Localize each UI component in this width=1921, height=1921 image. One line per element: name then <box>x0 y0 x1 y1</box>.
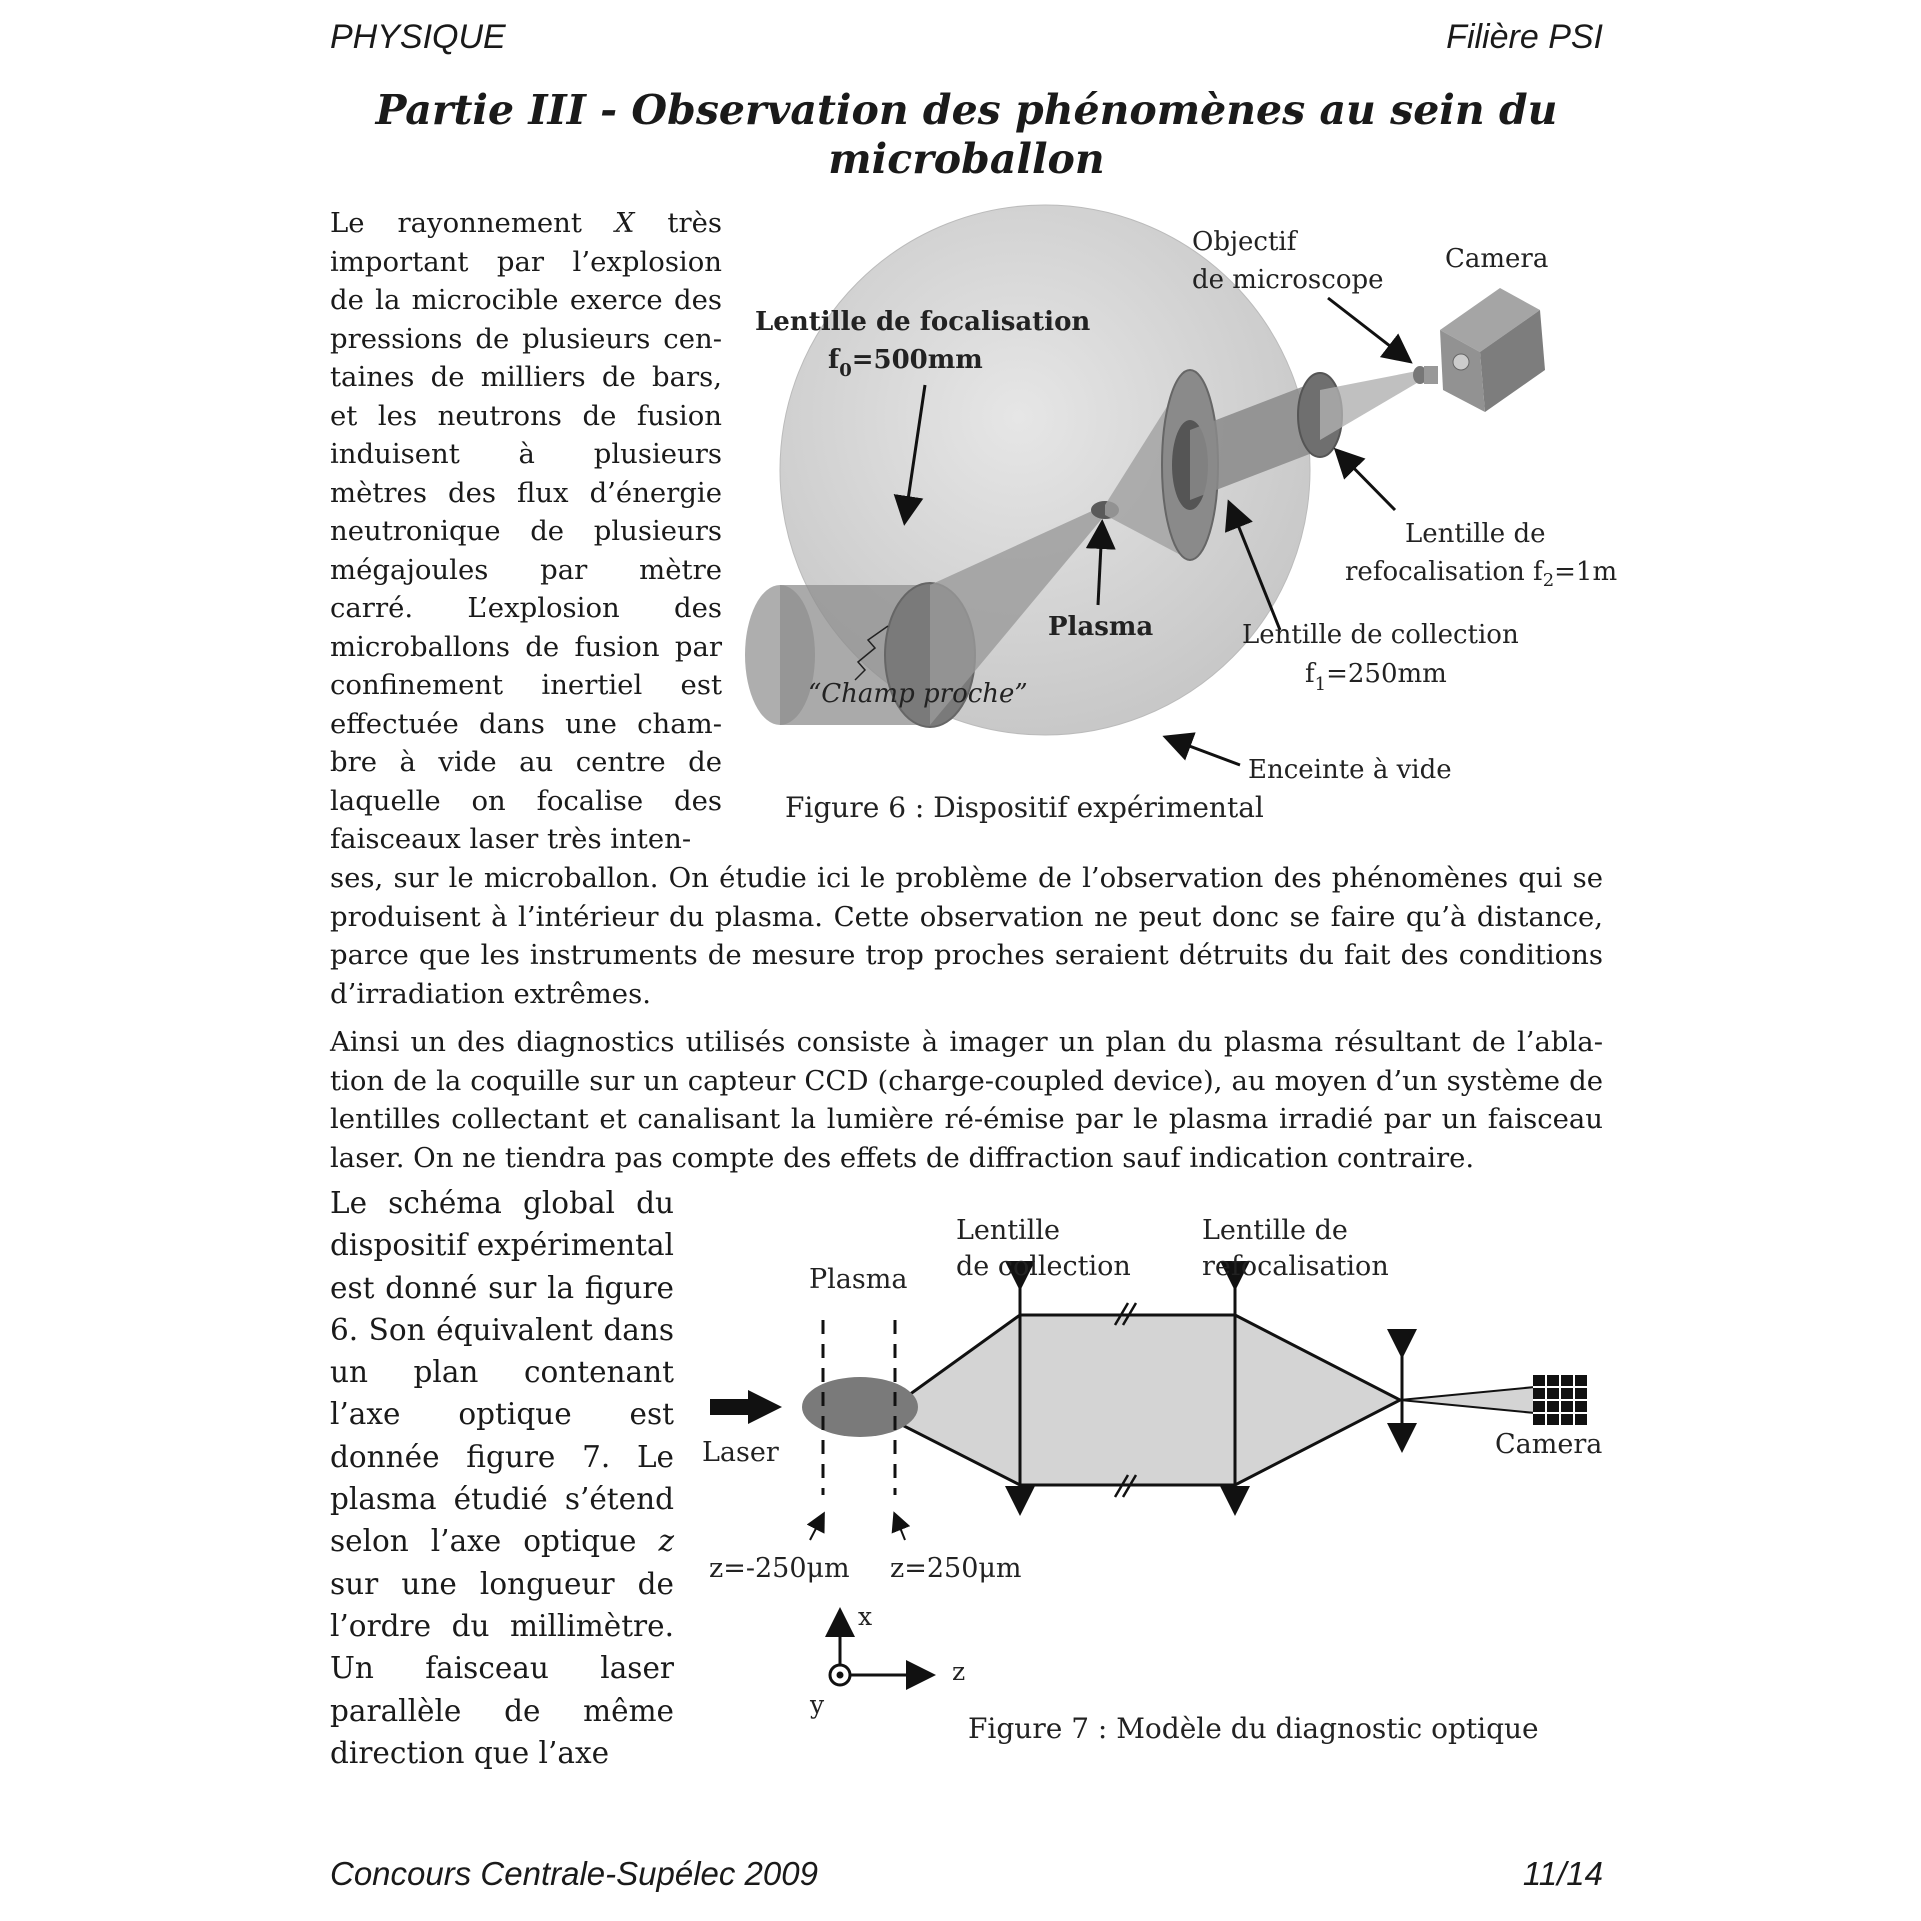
arrow-enceinte <box>1168 738 1240 765</box>
label-collection-f1 <box>1305 659 1447 695</box>
header-track: Filière PSI <box>1446 18 1603 56</box>
figure-7 <box>690 1185 1610 1755</box>
pointer-z-neg <box>810 1515 823 1540</box>
f2-value: =1m <box>1554 557 1618 587</box>
label-objectif-1: Objectif <box>1192 227 1297 257</box>
f0-letter: f <box>828 345 840 375</box>
microscope-objective <box>1413 366 1438 384</box>
light-cone-camera <box>1400 1387 1535 1413</box>
figure-6 <box>740 200 1618 824</box>
header-subject: PHYSIQUE <box>330 18 506 56</box>
label-refoc-2 <box>1345 557 1617 591</box>
label-camera: Camera <box>1495 1429 1603 1460</box>
label-collection-1: Lentille <box>956 1215 1061 1246</box>
laser-arrow <box>710 1390 782 1424</box>
footer-page-number: 11/14 <box>1522 1855 1603 1892</box>
pointer-z-pos <box>895 1515 905 1540</box>
beam-to-camera <box>1320 370 1422 440</box>
f2-text: refocalisation f <box>1345 557 1543 587</box>
camera-box <box>1440 288 1545 412</box>
footer-exam: Concours Centrale-Supélec 2009 <box>330 1855 818 1892</box>
axes-triad <box>830 1613 930 1685</box>
figure-6-caption: Figure 6 : Dispositif expérimental <box>785 791 1264 824</box>
label-z-neg: z=-250μm <box>709 1553 850 1584</box>
axis-label-x: x <box>858 1602 873 1631</box>
intro-paragraph-continued: ses, sur le microballon. On étudie ici le problème de l’observation des phénomènes qui se produisent à l’intérieur du plasma. Cette observation ne peut donc se faire qu’à distance, parce que les instruments de mesure trop proches seraient détruits du fait des conditions d’irradiation extrêmes. <box>330 862 1603 1010</box>
arrow-refocalisation <box>1338 452 1395 510</box>
label-laser: Laser <box>702 1437 779 1468</box>
figure-7-caption: Figure 7 : Modèle du diagnostic optique <box>968 1712 1539 1745</box>
diagnostic-paragraph: Ainsi un des diagnostics utilisés consiste à imager un plan du plasma résultant de l’ablation de la coquille sur un capteur CCD (charge-coupled device), au moyen d’un système de lentilles collectant et canalisant la lumière ré-émise par le plasma irradié par un faisceau laser. On ne tiendra pas compte des effets de diffraction sauf indication contraire. <box>330 1026 1603 1174</box>
intro-paragraph-column <box>330 204 722 859</box>
f1-sub: 1 <box>1314 674 1327 695</box>
intro-text-b: très important par l’explosion de la microcible exerce des pressions de plusieurs centaines de milliers de bars, et les neutrons de fusion induisent à plusieurs mètres des flux d’énergie neutronique de plusieurs mégajoules par mètre carré. L’explosion des microballons de fusion par confinement inertiel est effectuée dans une chambre à vide au centre de laquelle on focalise des faisceaux laser très inten- <box>330 207 723 855</box>
label-refoc-1: Lentille de <box>1202 1215 1348 1246</box>
page-title <box>330 86 1603 184</box>
f1-value: =250mm <box>1326 659 1447 689</box>
f2-sub: 2 <box>1542 570 1555 591</box>
schema-text-a: Le schéma global du dispositif expérimental est donné sur la figure 6. Son équivalent dans un plan contenant l’axe optique est donnée figure 7. Le plasma étudié s’étend selon l’axe optique <box>330 1186 674 1559</box>
label-plasma: Plasma <box>809 1264 908 1295</box>
label-objectif-2: de microscope <box>1192 265 1384 295</box>
axis-label-y: y <box>810 1690 825 1719</box>
label-near-field: “Champ proche” <box>808 679 1028 709</box>
title-line-1: Partie III - Observation des phénomènes au sein du <box>375 86 1558 134</box>
schema-text-b: sur une longueur de l’ordre du millimètre. Un faisceau laser parallèle de même direction que l’axe <box>330 1566 674 1770</box>
label-z-pos: z=250μm <box>890 1553 1022 1584</box>
var-x: X <box>614 207 635 239</box>
label-enceinte: Enceinte à vide <box>1248 755 1452 785</box>
camera-sensor-grid <box>1533 1375 1587 1425</box>
title-line-2: microballon <box>828 135 1105 183</box>
light-cone-refocus <box>1235 1315 1400 1485</box>
light-cone-collection <box>902 1315 1020 1485</box>
axis-label-z: z <box>952 1657 966 1686</box>
label-collection-2: de collection <box>956 1251 1131 1282</box>
f0-value: =500mm <box>851 345 983 375</box>
parallel-light-region <box>1020 1315 1235 1485</box>
f0-sub: 0 <box>839 360 852 381</box>
label-collection-1: Lentille de collection <box>1242 620 1519 650</box>
f1-letter: f <box>1305 659 1315 689</box>
label-plasma: Plasma <box>1048 612 1154 642</box>
schema-paragraph <box>330 1182 674 1774</box>
arrow-objective <box>1328 298 1408 360</box>
intro-text-a: Le rayonnement <box>330 207 615 239</box>
label-camera: Camera <box>1445 244 1549 274</box>
plasma-ellipse <box>802 1377 918 1437</box>
label-focusing-lens: Lentille de focalisation <box>755 307 1091 337</box>
var-z: z <box>658 1524 674 1559</box>
label-refoc-2: refocalisation <box>1202 1251 1389 1282</box>
label-refoc-1: Lentille de <box>1405 519 1546 549</box>
